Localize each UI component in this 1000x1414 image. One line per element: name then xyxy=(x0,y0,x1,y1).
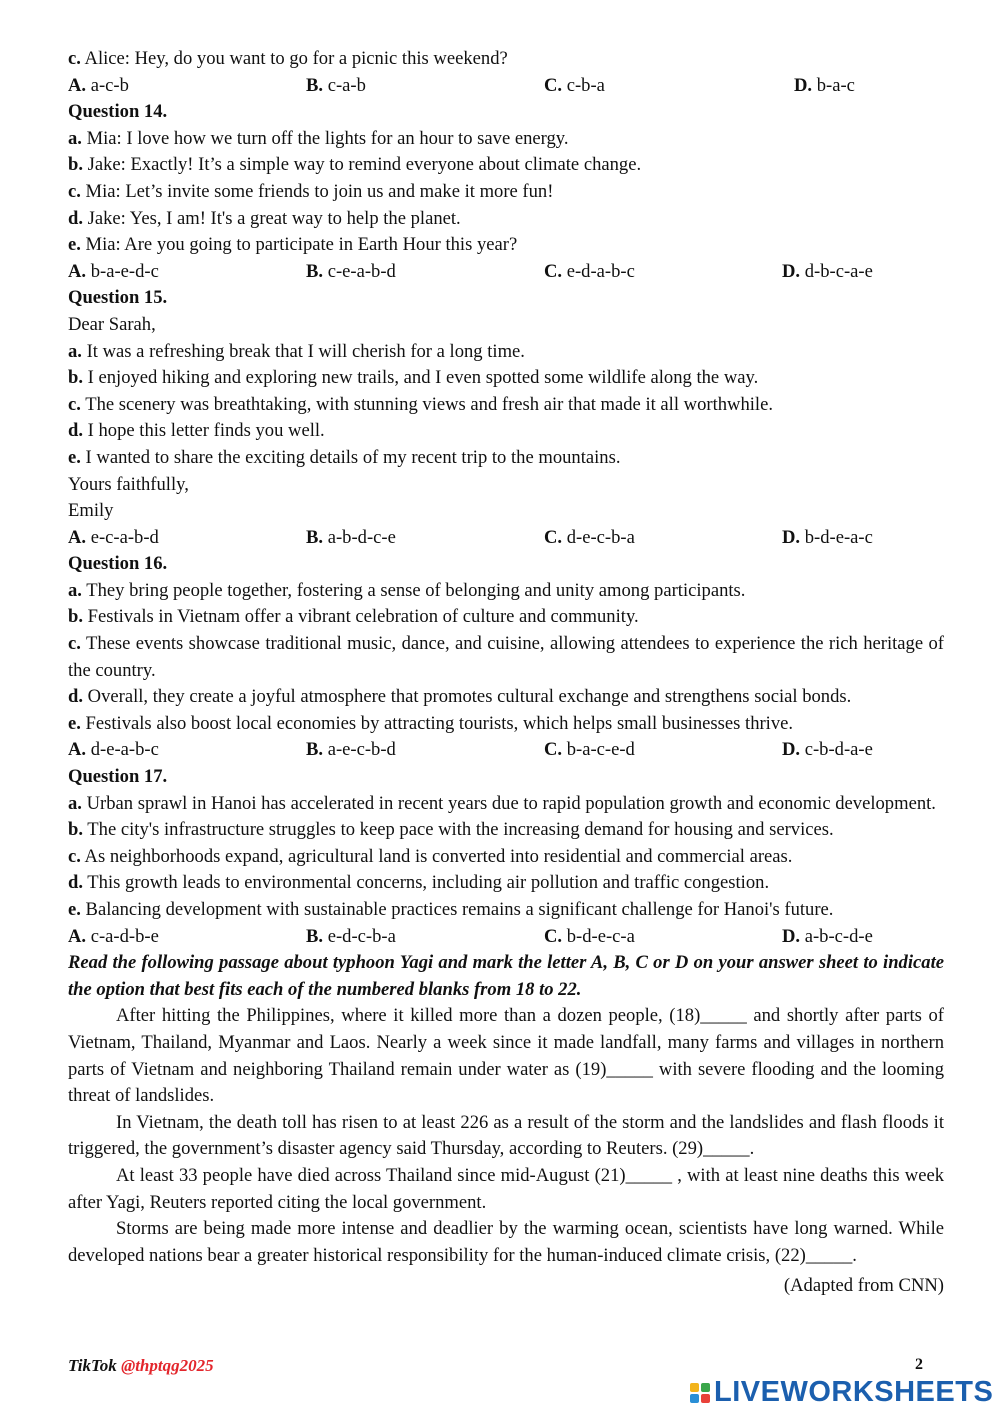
q16-line-b: b. Festivals in Vietnam offer a vibrant celebration of culture and community. xyxy=(68,606,639,628)
q13-option-c[interactable]: C. c-b-a xyxy=(544,74,605,96)
q16-option-b[interactable]: B. a-e-c-b-d xyxy=(306,739,396,761)
q16-line-c: c. These events showcase traditional music, dance, and cuisine, allowing attendees to experience the rich heritage of the country. xyxy=(68,633,944,681)
q16-option-a[interactable]: A. d-e-a-b-c xyxy=(68,739,159,761)
q17-line-e: e. Balancing development with sustainable practices remains a significant challenge for Hanoi's future. xyxy=(68,899,834,920)
q16-option-c[interactable]: C. b-a-c-e-d xyxy=(544,739,635,761)
q13-options xyxy=(68,73,944,100)
q16-line-a: a. They bring people together, fostering a sense of belonging and unity among participants. xyxy=(68,579,746,601)
q16-title: Question 16. xyxy=(68,553,168,575)
footer-credit xyxy=(68,1356,214,1376)
q15-signature: Emily xyxy=(68,500,114,522)
worksheet-page xyxy=(68,46,944,1300)
q17-option-a[interactable]: A. c-a-d-b-e xyxy=(68,925,159,947)
q17-option-d[interactable]: D. a-b-c-d-e xyxy=(782,925,873,947)
q15-closing: Yours faithfully, xyxy=(68,473,189,495)
q17-line-b: b. The city's infrastructure struggles to keep pace with the increasing demand for housing and services. xyxy=(68,819,834,841)
passage-paragraph-2: In Vietnam, the death toll has risen to at least 226 as a result of the storm and the landslides and flash floods it triggered, the government’s disaster agency said Thursday, according to Reuters. (29)_____. xyxy=(68,1111,944,1160)
footer-handle[interactable]: @thptqg2025 xyxy=(121,1356,214,1375)
q13-line-c: c. Alice: Hey, do you want to go for a picnic this weekend? xyxy=(68,48,508,69)
q13-option-b[interactable]: B. c-a-b xyxy=(306,74,366,96)
q14-line-c: c. Mia: Let’s invite some friends to join us and make it more fun! xyxy=(68,180,554,202)
liveworksheets-logo-icon xyxy=(690,1383,710,1403)
passage-source: (Adapted from CNN) xyxy=(783,1275,944,1297)
q15-greeting: Dear Sarah, xyxy=(68,313,156,335)
passage-paragraph-1: After hitting the Philippines, where it killed more than a dozen people, (18)_____ and shortly after parts of Vietnam, Thailand, Myanmar and Laos. Nearly a week since it made landfall, many farms and villages in northern parts of Vietnam and neighboring Thailand remain under water as (19)_____ with severe flooding and the looming threat of landslides. xyxy=(68,1005,944,1107)
q16-options xyxy=(68,737,944,764)
q17-option-b[interactable]: B. e-d-c-b-a xyxy=(306,925,396,947)
q16-option-d[interactable]: D. c-b-d-a-e xyxy=(782,739,873,761)
q15-options xyxy=(68,525,944,552)
q17-title: Question 17. xyxy=(68,766,168,788)
q15-line-a: a. It was a refreshing break that I will cherish for a long time. xyxy=(68,340,525,362)
liveworksheets-logo[interactable] xyxy=(690,1376,993,1409)
q17-line-a: a. Urban sprawl in Hanoi has accelerated in recent years due to rapid population growth and economic development. xyxy=(68,792,936,814)
q15-line-c: c. The scenery was breathtaking, with stunning views and fresh air that made it all worthwhile. xyxy=(68,393,773,415)
q13-option-d[interactable]: D. b-a-c xyxy=(794,74,855,96)
q15-title: Question 15. xyxy=(68,287,168,309)
q17-line-d: d. This growth leads to environmental concerns, including air pollution and traffic congestion. xyxy=(68,872,770,894)
q14-line-d: d. Jake: Yes, I am! It's a great way to help the planet. xyxy=(68,207,461,229)
q15-line-e: e. I wanted to share the exciting details of my recent trip to the mountains. xyxy=(68,446,621,468)
q14-line-e: e. Mia: Are you going to participate in Earth Hour this year? xyxy=(68,234,518,256)
q16-line-e: e. Festivals also boost local economies by attracting tourists, which helps small businesses thrive. xyxy=(68,712,794,734)
footer-tiktok-label: TikTok xyxy=(68,1356,122,1375)
q17-line-c: c. As neighborhoods expand, agricultural land is converted into residential and commercial areas. xyxy=(68,845,793,867)
q14-option-d[interactable]: D. d-b-c-a-e xyxy=(782,260,873,282)
q16-line-d: d. Overall, they create a joyful atmosphere that promotes cultural exchange and strengthens social bonds. xyxy=(68,686,852,708)
q14-option-b[interactable]: B. c-e-a-b-d xyxy=(306,260,396,282)
q14-line-a: a. Mia: I love how we turn off the lights for an hour to save energy. xyxy=(68,127,569,149)
page-number: 2 xyxy=(915,1356,923,1373)
q17-options xyxy=(68,924,944,951)
q14-line-b: b. Jake: Exactly! It’s a simple way to remind everyone about climate change. xyxy=(68,154,642,176)
q14-options xyxy=(68,259,944,286)
q15-line-d: d. I hope this letter finds you well. xyxy=(68,420,325,442)
q15-option-b[interactable]: B. a-b-d-c-e xyxy=(306,526,396,548)
passage-instruction: Read the following passage about typhoon Yagi and mark the letter A, B, C or D on your answer sheet to indicate the option that best fits each of the numbered blanks from 18 to 22. xyxy=(68,952,944,1000)
passage-paragraph-4: Storms are being made more intense and deadlier by the warming ocean, scientists have long warned. While developed nations bear a greater historical responsibility for the human-induced climate crisis, (22)_____. xyxy=(68,1218,944,1266)
q15-option-c[interactable]: C. d-e-c-b-a xyxy=(544,526,635,548)
passage-paragraph-3: At least 33 people have died across Thailand since mid-August (21)_____ , with at least nine deaths this week after Yagi, Reuters reported citing the local government. xyxy=(68,1164,944,1213)
q14-option-c[interactable]: C. e-d-a-b-c xyxy=(544,260,635,282)
q17-option-c[interactable]: C. b-d-e-c-a xyxy=(544,925,635,947)
liveworksheets-logo-text: LIVEWORKSHEETS xyxy=(714,1376,994,1408)
q15-option-d[interactable]: D. b-d-e-a-c xyxy=(782,526,873,548)
q14-option-a[interactable]: A. b-a-e-d-c xyxy=(68,260,159,282)
q15-line-b: b. I enjoyed hiking and exploring new trails, and I even spotted some wildlife along the way. xyxy=(68,367,759,389)
q13-option-a[interactable]: A. a-c-b xyxy=(68,74,129,96)
q15-option-a[interactable]: A. e-c-a-b-d xyxy=(68,526,159,548)
q14-title: Question 14. xyxy=(68,101,168,123)
